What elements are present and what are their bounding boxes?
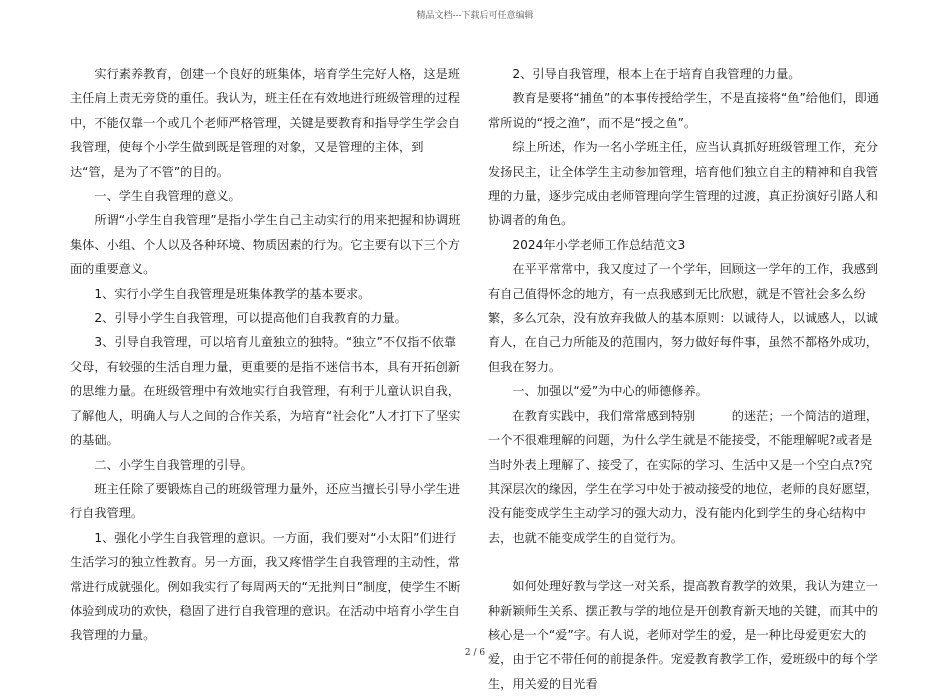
list-item: 1、强化小学生自我管理的意识。一方面，我们要对“小太阳”们进行生活学习的独立性教育。另一方面，我又疼惜学生自我管理的主动性，常常进行成就强化。例如我实行了每周两天的“无批判日”制度，使学生不断体验到成功的欢快，稳固了进行自我管理的意识。在活动中培育小学生自我管理的力量。 (70, 530, 461, 643)
paragraph: 如何处理好教与学这一对关系，提高教育教学的效果，我认为建立一种新颖师生关系、摆正教与学的地位是开创教育新天地的关键，而其中的核心是一个“爱”字。有人说，老师对学生的爱，是一种比母爱更宏大的爱，由于它不带任何的前提条件。宠爱教育教学工作，爱班级中的每个学生，用关爱的目光看 (488, 579, 879, 691)
section-heading: 二、小学生自我管理的引导。 (94, 457, 253, 472)
section-heading: 一、学生自我管理的意义。 (94, 189, 241, 204)
page-number: 2 / 6 (464, 648, 486, 658)
paragraph: 在教育实践中，我们常常感到特别 的迷茫；一个简洁的道理，一个不很难理解的问题，为什么学生就是不能接受，不能理解呢?或者是当时外表上理解了、接受了，在实际的学习、生活中又是一个空白点?究其深层次的缘因，学生在学习中处于被动接受的地位，老师的良好愿望，没有能变成学生主动学习的强大动力，没有能内化到学生的身心结构中去，也就不能变成学生的自觉行为。 (488, 408, 879, 545)
list-item: 2、引导自我管理，根本上在于培育自我管理的力量。 (512, 67, 801, 81)
list-item: 1、实行小学生自我管理是班集体教学的基本要求。 (94, 286, 371, 301)
left-column (70, 62, 462, 648)
paragraph: 所谓“小学生自我管理”是指小学生自己主动实行的用来把握和协调班集体、小组、个人以及各种环境、物质因素的行为。它主要有以下三个方面的重要意义。 (70, 213, 461, 277)
right-column (488, 62, 880, 696)
page-header: 精品文档---下载后可任意编辑 (416, 11, 534, 21)
paragraph: 班主任除了要锻炼自己的班级管理力量外，还应当擅长引导小学生进行自我管理。 (70, 481, 461, 521)
paragraph: 在平平常常中，我又度过了一个学年，回顾这一学年的工作，我感到有自己值得怀念的地方，有一点我感到无比欣慰，就是不管社会多么纷繁，多么冗杂，没有放弃我做人的基本原则：以诚待人，以诚感人，以诚育人，在自己力所能及的范围内，努力做好每件事，虽然不都格外成功，但我在努力。 (488, 262, 879, 374)
paragraph: 教育是要将“捕鱼”的本事传授给学生，不是直接将“鱼”给他们，即通常所说的“授之渔”，而不是“授之鱼”。 (488, 91, 879, 130)
paragraph: 综上所述，作为一名小学班主任，应当认真抓好班级管理工作，充分发扬民主，让全体学生主动参加管理，培育他们独立自主的精神和自我管理的力量，逐步完成由老师管理向学生管理的过渡，真正扮演好引路人和协调者的角色。 (488, 140, 879, 228)
paragraph: 实行素养教育，创建一个良好的班集体，培育学生完好人格，这是班主任肩上责无旁贷的重任。我认为，班主任在有效地进行班级管理的过程中，不能仅靠一个或几个老师严格管理，关键是要教育和指导学生学会自我管理，使每个小学生做到既是管理的对象，又是管理的主体，到达“管，是为了不管”的目的。 (70, 67, 461, 179)
list-item: 3、引导自我管理，可以培育儿童独立的独特。“独立”不仅指不依靠父母，有较强的生活自理力量，更重要的是指不迷信书本，具有开拓创新的思维力量。在班级管理中有效地实行自我管理，有利于儿童认识自我，了解他人，明确人与人之间的合作关系，为培育“社会化”人才打下了坚实的基础。 (70, 335, 461, 448)
list-item: 2、引导小学生自我管理，可以提高他们自我教育的力量。 (94, 311, 407, 326)
section-heading: 一、加强以“爱”为中心的师德修养。 (512, 384, 708, 399)
article-title: 2024年小学老师工作总结范文3 (512, 237, 686, 252)
